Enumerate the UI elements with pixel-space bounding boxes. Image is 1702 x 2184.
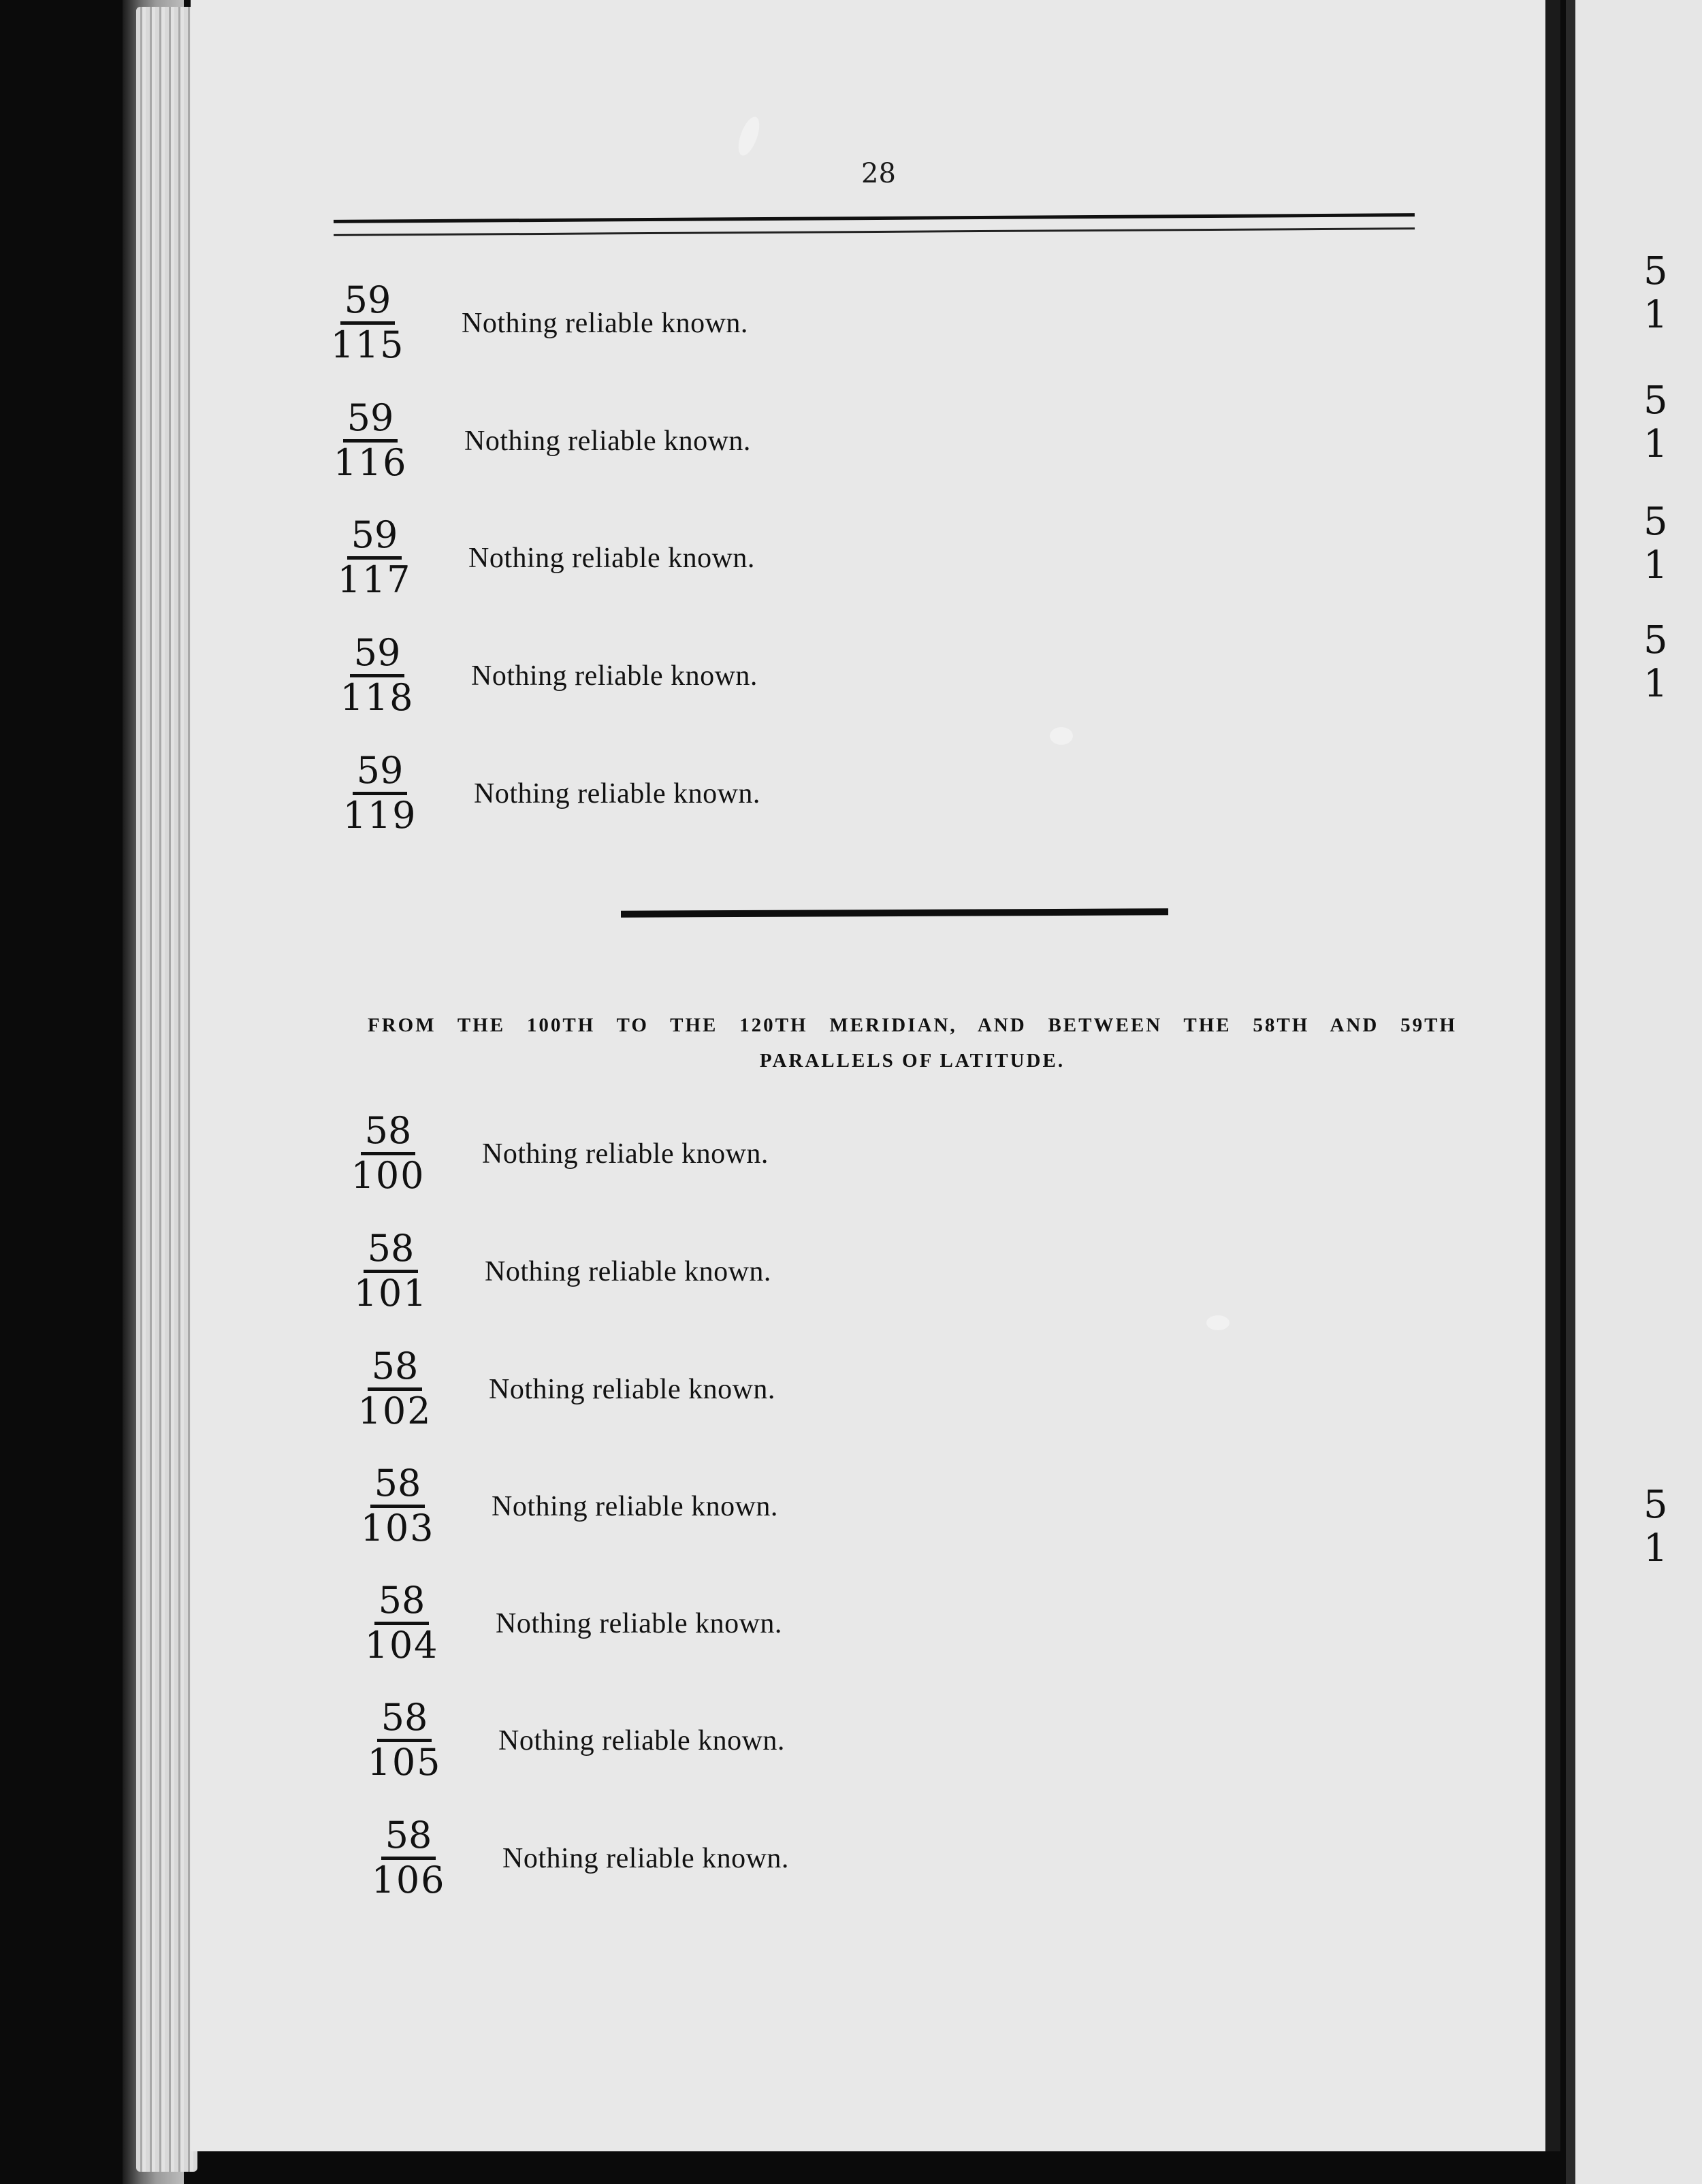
coordinate-fraction [351, 1109, 426, 1197]
section-heading-line2: PARALLELS OF LATITUDE. [759, 1050, 1065, 1072]
list-item [340, 631, 758, 719]
latitude: 58 [374, 1581, 430, 1625]
facing-page [1566, 0, 1702, 2184]
facing-page-fragment: 5 [1643, 249, 1668, 293]
list-item [337, 513, 755, 601]
coordinate-fraction [330, 278, 405, 366]
entry-text: Nothing reliable known. [471, 660, 758, 692]
list-item [360, 1462, 778, 1549]
list-item [330, 278, 748, 366]
entry-text: Nothing reliable known. [485, 1255, 771, 1287]
entry-text: Nothing reliable known. [496, 1607, 782, 1639]
latitude: 58 [361, 1111, 416, 1155]
list-item [371, 1814, 789, 1901]
list-item [342, 749, 760, 837]
coordinate-fraction [340, 631, 415, 719]
page-edges [136, 7, 197, 2172]
latitude: 58 [381, 1816, 436, 1860]
facing-page-fragment: 1 [1643, 543, 1668, 588]
longitude: 115 [330, 323, 405, 366]
longitude: 104 [364, 1624, 439, 1667]
longitude: 118 [340, 676, 415, 719]
paper-blemish [1050, 727, 1073, 745]
section-heading-line1: FROM THE 100TH TO THE 120TH MERIDIAN, AND BETWEEN THE 58TH AND 59TH [368, 1014, 1457, 1036]
latitude: 59 [340, 280, 396, 325]
longitude: 106 [371, 1859, 446, 1901]
longitude: 105 [367, 1741, 442, 1784]
entry-text: Nothing reliable known. [468, 542, 755, 574]
section-heading [368, 1008, 1457, 1078]
longitude: 117 [337, 558, 412, 601]
coordinate-fraction [353, 1227, 428, 1315]
facing-page-fragment: 5 [1643, 618, 1668, 662]
paper-blemish [1206, 1315, 1230, 1330]
longitude: 119 [342, 794, 417, 837]
list-item [333, 396, 751, 484]
facing-page-fragment: 1 [1643, 1526, 1668, 1571]
list-item [364, 1579, 782, 1667]
coordinate-fraction [333, 396, 408, 484]
facing-page-fragment: 5 [1643, 500, 1668, 544]
coordinate-fraction [371, 1814, 446, 1901]
list-item [367, 1696, 785, 1784]
list-item [353, 1227, 771, 1315]
longitude: 102 [357, 1390, 432, 1432]
latitude: 59 [353, 751, 408, 795]
list-item [357, 1345, 775, 1432]
entry-text: Nothing reliable known. [502, 1842, 789, 1874]
longitude: 101 [353, 1272, 428, 1315]
entry-text: Nothing reliable known. [464, 425, 751, 457]
coordinate-fraction [342, 749, 417, 837]
list-item [351, 1109, 769, 1197]
latitude: 58 [368, 1347, 423, 1391]
latitude: 58 [364, 1229, 419, 1273]
entry-text: Nothing reliable known. [492, 1490, 778, 1522]
longitude: 116 [333, 441, 408, 484]
entry-text: Nothing reliable known. [462, 307, 748, 339]
facing-page-fragment: 1 [1643, 422, 1668, 466]
entry-text: Nothing reliable known. [489, 1373, 775, 1405]
coordinate-fraction [337, 513, 412, 601]
longitude: 103 [360, 1507, 435, 1549]
latitude: 58 [377, 1698, 432, 1742]
page-number: 28 [861, 158, 896, 189]
longitude: 100 [351, 1154, 426, 1197]
facing-page-fragment: 5 [1643, 1483, 1668, 1527]
latitude: 59 [350, 633, 405, 677]
facing-page-fragment: 5 [1643, 379, 1668, 423]
entry-text: Nothing reliable known. [482, 1138, 769, 1170]
entry-text: Nothing reliable known. [474, 777, 760, 809]
coordinate-fraction [364, 1579, 439, 1667]
latitude: 58 [370, 1464, 426, 1508]
facing-page-fragment: 1 [1643, 293, 1668, 337]
latitude: 59 [343, 398, 398, 443]
entry-text: Nothing reliable known. [498, 1724, 785, 1756]
paper-blemish [734, 114, 763, 159]
coordinate-fraction [357, 1345, 432, 1432]
facing-page-fragment: 1 [1643, 662, 1668, 706]
latitude: 59 [347, 515, 402, 560]
coordinate-fraction [367, 1696, 442, 1784]
coordinate-fraction [360, 1462, 435, 1549]
